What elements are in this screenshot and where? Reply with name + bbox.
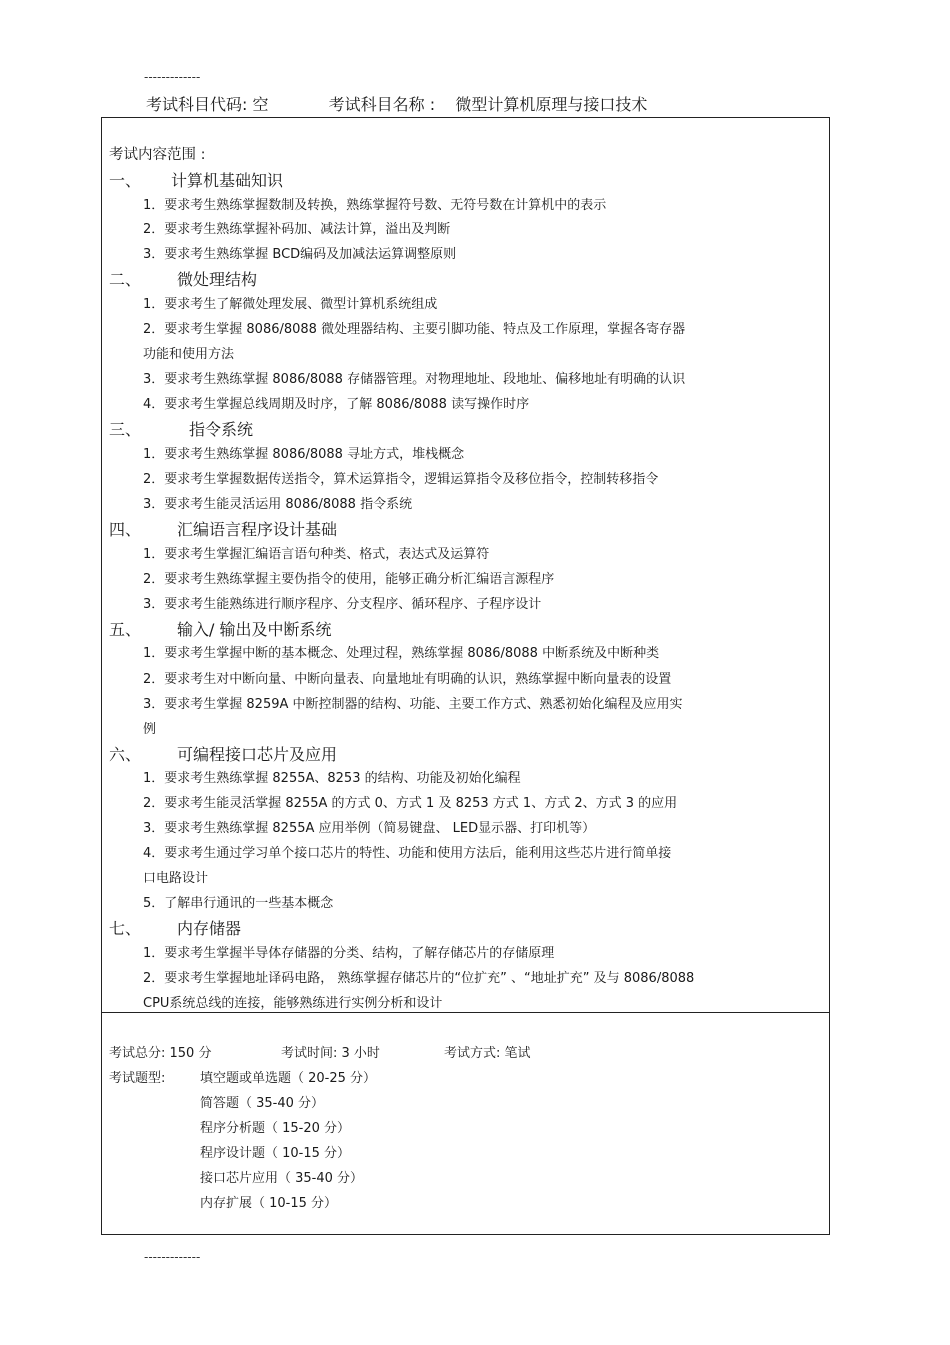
exam-type-item: 内存扩展（ 10-15 分） — [200, 1196, 338, 1211]
section-heading — [109, 267, 257, 290]
list-item: 2．要求考生对中断向量、中断向量表、向量地址有明确的认识，熟练掌握中断向量表的设置 — [143, 672, 672, 687]
subject-name-label: 考试科目名称 : — [328, 95, 436, 114]
list-item: 4．要求考生掌握总线周期及时序，了解 8086/8088 读写操作时序 — [143, 397, 530, 412]
exam-type-item: 接口芯片应用（ 35-40 分） — [200, 1171, 364, 1186]
exam-type-item: 简答题（ 35-40 分） — [200, 1096, 325, 1111]
list-item: 3．要求考生能熟练进行顺序程序、分支程序、循环程序、子程序设计 — [143, 597, 542, 612]
section-title: 汇编语言程序设计基础 — [177, 520, 338, 539]
list-item: 3．要求考生熟练掌握 8255A 应用举例（简易键盘、 LED显示器、打印机等） — [143, 821, 596, 836]
exam-type-item: 程序设计题（ 10-15 分） — [200, 1146, 351, 1161]
section-title: 微处理结构 — [177, 270, 258, 289]
list-item: 2．要求考生掌握 8086/8088 微处理器结构、主要引脚功能、特点及工作原理，掌握各寄存器 — [143, 322, 686, 337]
list-item: 3．要求考生熟练掌握 BCD编码及加减法运算调整原则 — [143, 247, 457, 262]
section-number: 四、 — [109, 520, 142, 539]
list-item: 1．要求考生掌握中断的基本概念、处理过程，熟练掌握 8086/8088 中断系统及中断种类 — [143, 646, 660, 661]
section-title: 可编程接口芯片及应用 — [177, 745, 338, 764]
exam-method: 考试方式: 笔试 — [444, 1046, 531, 1061]
section-heading — [109, 742, 337, 765]
section-number: 七、 — [109, 919, 142, 938]
list-item: 2．要求考生掌握数据传送指令，算术运算指令，逻辑运算指令及移位指令，控制转移指令 — [143, 472, 659, 487]
scope-title: 考试内容范围 : — [109, 147, 206, 163]
list-item: 5．了解串行通讯的一些基本概念 — [143, 896, 334, 911]
top-separator: ------------- — [144, 70, 201, 84]
section-heading — [109, 417, 253, 440]
section-heading — [109, 617, 331, 640]
list-item: 1．要求考生掌握汇编语言语句种类、格式，表达式及运算符 — [143, 547, 490, 562]
list-item: 1．要求考生熟练掌握 8086/8088 寻址方式，堆栈概念 — [143, 447, 465, 462]
list-item: 3．要求考生熟练掌握 8086/8088 存储器管理。对物理地址、段地址、偏移地址有明确的认识 — [143, 372, 686, 387]
bottom-separator: ------------- — [144, 1250, 201, 1264]
exam-summary — [109, 1042, 531, 1061]
section-title: 输入/ 输出及中断系统 — [177, 620, 332, 639]
list-item: 口电路设计 — [143, 871, 209, 886]
section-heading — [109, 517, 337, 540]
list-item: 3．要求考生能灵活运用 8086/8088 指令系统 — [143, 497, 413, 512]
list-item: 1．要求考生了解微处理发展、微型计算机系统组成 — [143, 297, 438, 312]
list-item: 4．要求考生通过学习单个接口芯片的特性、功能和使用方法后，能利用这些芯片进行简单接 — [143, 846, 672, 861]
list-item: 功能和使用方法 — [143, 347, 235, 362]
table-divider — [102, 1012, 829, 1013]
list-item: 例 — [143, 722, 157, 737]
section-number: 三、 — [109, 420, 142, 439]
exam-type-item: 程序分析题（ 15-20 分） — [200, 1121, 351, 1136]
subject-name-value: 微型计算机原理与接口技术 — [455, 95, 648, 114]
section-number: 五、 — [109, 620, 142, 639]
list-item: 1．要求考生熟练掌握数制及转换，熟练掌握符号数、无符号数在计算机中的表示 — [143, 198, 607, 213]
list-item: 1．要求考生掌握半导体存储器的分类、结构，了解存储芯片的存储原理 — [143, 946, 555, 961]
list-item: 1．要求考生熟练掌握 8255A、8253 的结构、功能及初始化编程 — [143, 771, 521, 786]
section-title: 指令系统 — [189, 420, 254, 439]
section-heading — [109, 168, 283, 191]
list-item: 3．要求考生掌握 8259A 中断控制器的结构、功能、主要工作方式、熟悉初始化编程及应用实 — [143, 697, 683, 712]
list-item: 2．要求考生能灵活掌握 8255A 的方式 0、方式 1 及 8253 方式 1、方式 2、方式 3 的应用 — [143, 796, 678, 811]
section-number: 六、 — [109, 745, 142, 764]
list-item: 2．要求考生掌握地址译码电路， 熟练掌握存储芯片的“位扩充” 、“地址扩充” 及与 8086/8088 — [143, 971, 695, 986]
section-heading — [109, 916, 241, 939]
subject-code: 考试科目代码: 空 — [146, 95, 269, 114]
list-item: 2．要求考生熟练掌握补码加、减法计算，溢出及判断 — [143, 222, 451, 237]
exam-duration: 考试时间: 3 小时 — [281, 1046, 380, 1061]
list-item: 2．要求考生熟练掌握主要伪指令的使用，能够正确分析汇编语言源程序 — [143, 572, 555, 587]
exam-types-label: 考试题型: — [109, 1071, 166, 1086]
exam-total-score: 考试总分: 150 分 — [109, 1046, 212, 1061]
exam-type-item: 填空题或单选题（ 20-25 分） — [200, 1071, 377, 1086]
exam-header — [146, 92, 647, 115]
section-number: 一、 — [109, 171, 142, 190]
section-title: 内存储器 — [177, 919, 242, 938]
section-title: 计算机基础知识 — [171, 171, 284, 190]
section-number: 二、 — [109, 270, 142, 289]
list-item: CPU系统总线的连接，能够熟练进行实例分析和设计 — [143, 996, 443, 1011]
